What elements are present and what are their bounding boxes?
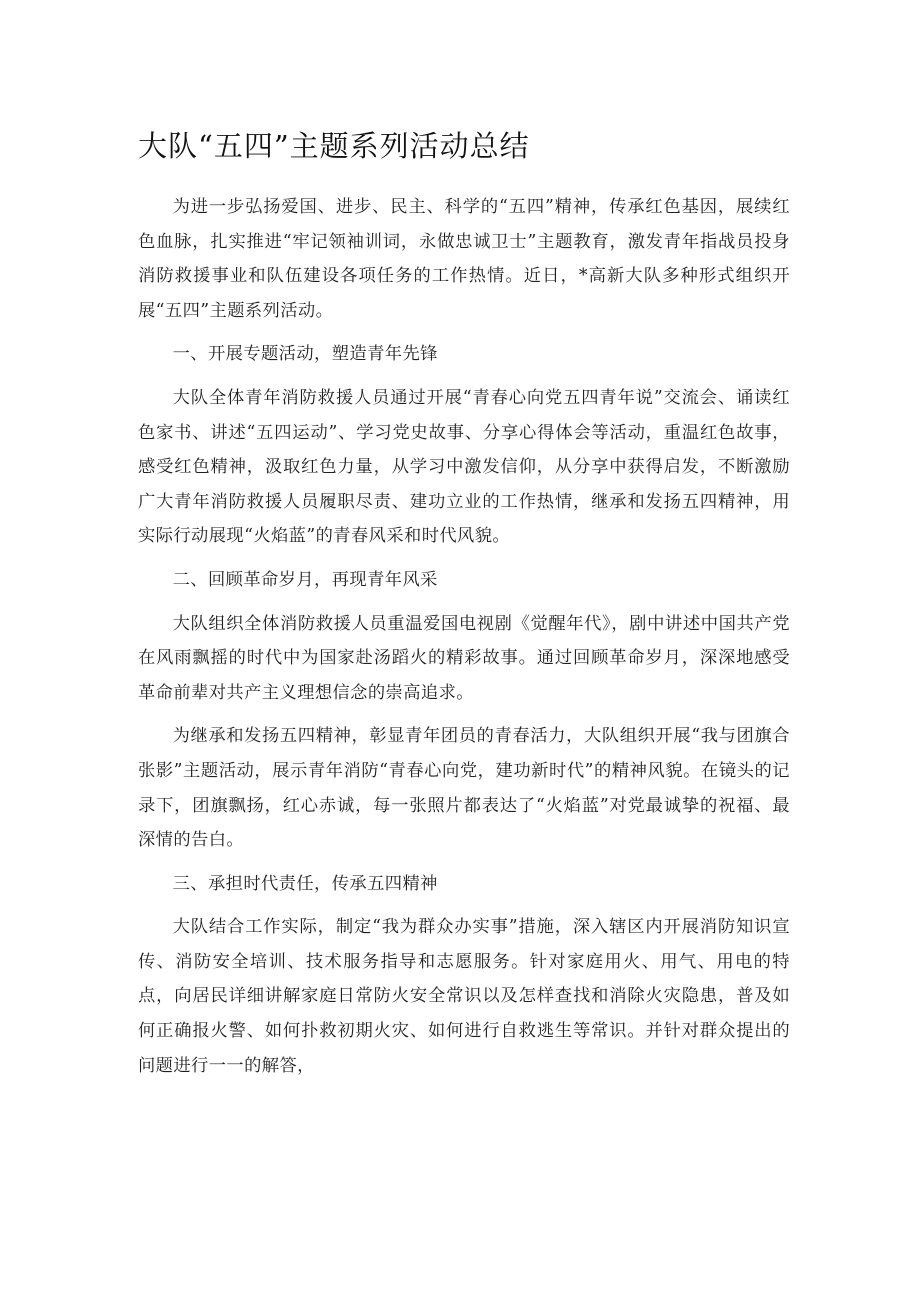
spacer xyxy=(138,372,790,381)
intro-paragraph: 为进一步弘扬爱国、进步、民主、科学的“五四”精神，传承红色基因，展续红色血脉，扎实推进“牢记领袖训词，永做忠诚卫士”主题教育，激发青年指战员投身消防救援事业和队伍建设各项任务的工作热情。近日，*高新大队多种形式组织开展“五四”主题系列活动。 xyxy=(138,197,790,321)
section-3-paragraph: 大队结合工作实际，制定“我为群众办实事”措施，深入辖区内开展消防知识宣传、消防安全培训、技术服务指导和志愿服务。针对家庭用火、用气、用电的特点，向居民详细讲解家庭日常防火安全常识以及怎样查找和消除火灾隐患，普及如何正确报火警、如何扑救初期火灾、如何进行自救逃生等常识。并针对群众提出的问题进行一一的解答， xyxy=(138,917,790,1076)
spacer xyxy=(138,858,790,867)
spacer xyxy=(138,554,790,563)
section-1-paragraph: 大队全体青年消防救援人员通过开展“青春心向党五四青年说”交流会、诵读红色家书、讲述“五四运动”、学习党史故事、分享心得体会等活动，重温红色故事，感受红色精神，汲取红色力量，从学习中激发信仰，从分享中获得启发，不断激励广大青年消防救援人员履职尽责、建功立业的工作热情，继承和发扬五四精神，用实际行动展现“火焰蓝”的青春风采和时代风貌。 xyxy=(138,387,790,547)
spacer xyxy=(138,901,790,910)
section-2-paragraph-1: 大队组织全体消防救援人员重温爱国电视剧《觉醒年代》，剧中讲述中国共产党在风雨飘摇的时代中为国家赴汤蹈火的精彩故事。通过回顾革命岁月，深深地感受革命前辈对共产主义理想信念的崇高追求。 xyxy=(138,613,790,703)
section-1-heading: 一、开展专题活动，塑造青年先锋 xyxy=(172,344,438,365)
spacer xyxy=(138,328,790,337)
section-2-paragraph-2: 为继承和发扬五四精神，彰显青年团员的青春活力，大队组织开展“我与团旗合张影”主题活动，展示青年消防“青春心向党，建功新时代”的精神风貌。在镜头的记录下，团旗飘扬，红心赤诚，每一张照片都表达了“火焰蓝”对党最诚挚的祝福、最深情的告白。 xyxy=(138,726,790,851)
section-3-heading: 三、承担时代责任，传承五四精神 xyxy=(172,873,438,894)
document-body xyxy=(138,190,790,1083)
spacer xyxy=(138,710,790,719)
section-2-heading: 二、回顾革命岁月，再现青年风采 xyxy=(172,569,438,590)
spacer xyxy=(138,598,790,607)
document-title: 大队“五四”主题系列活动总结 xyxy=(138,129,530,163)
